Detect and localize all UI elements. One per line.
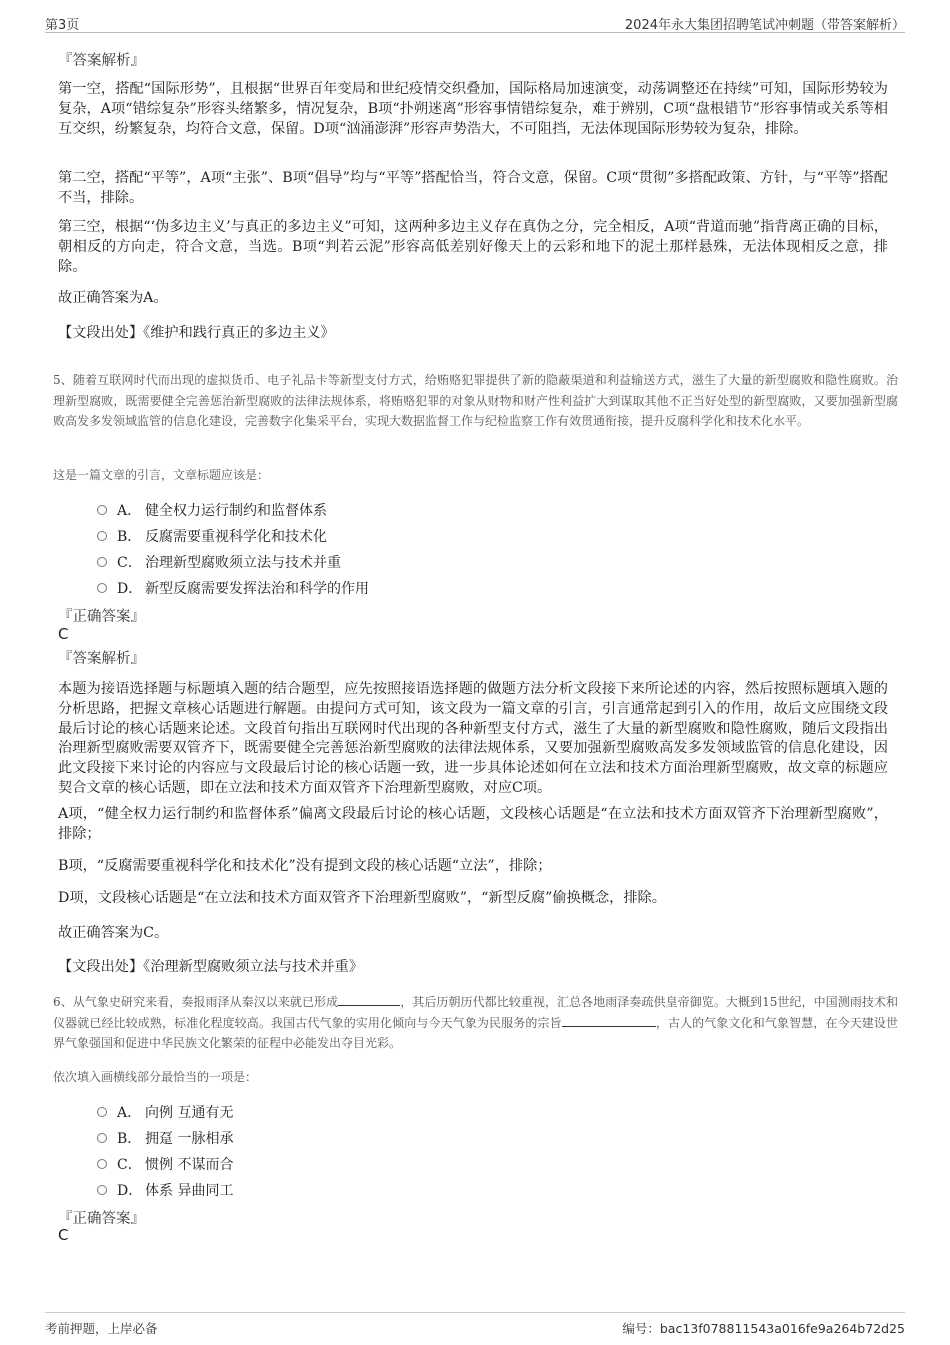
option-text: 新型反腐需要发挥法治和科学的作用 bbox=[145, 581, 369, 597]
option-letter: A． bbox=[117, 1105, 142, 1121]
option-letter: C． bbox=[117, 555, 142, 571]
option-d[interactable] bbox=[97, 1180, 233, 1200]
conclusion: 故正确答案为A。 bbox=[58, 290, 168, 306]
option-letter: A． bbox=[117, 503, 142, 519]
radio-icon[interactable] bbox=[97, 505, 107, 515]
option-c[interactable] bbox=[97, 1154, 233, 1174]
question-prompt: 这是一篇文章的引言，文章标题应该是： bbox=[53, 468, 270, 482]
option-text: 健全权力运行制约和监督体系 bbox=[145, 503, 327, 519]
option-letter: B． bbox=[117, 1131, 142, 1147]
analysis-paragraph: 本题为接语选择题与标题填入题的结合题型，应先按照接语选择题的做题方法分析文段接下来所论述的内容，然后按照标题填入题的分析思路，把握文章核心话题进行解题。由提问方式可知，该文段为一篇文章的引言，引言通常起到引入的作用，故后文应围绕文段最后讨论的核心话题来论述。文段首句指出互联网时代出现的各种新型支付方式，滋生了大量的新型腐败和隐性腐败，随后文段指出治理新型腐败需要双管齐下，既需要健全完善惩治新型腐败的法律法规体系，又要加强新型腐败高发多发领域监管的信息化建设，因此文段接下来讨论的内容应与文段最后讨论的核心话题一致，进一步具体论述如何在立法和技术方面治理新型腐败，故文章的标题应契合文章的核心话题，即在立法和技术方面双管齐下治理新型腐败，对应C项。 bbox=[58, 681, 888, 796]
option-c[interactable] bbox=[97, 552, 341, 572]
radio-icon[interactable] bbox=[97, 1107, 107, 1117]
radio-icon[interactable] bbox=[97, 1159, 107, 1169]
analysis-paragraph: 第一空，搭配“国际形势”，且根据“世界百年变局和世纪疫情交织叠加，国际格局加速演变，动荡调整还在持续”可知，国际形势较为复杂，A项“错综复杂”形容头绪繁多，情况复杂，B项“扑朔迷离”形容事情错综复杂，难于辨别，C项“盘根错节”形容事情或关系等相互交织，纷繁复杂，均符合文意，保留。D项“汹涌澎湃”形容声势浩大，不可阻挡，无法体现国际形势较为复杂，排除。 bbox=[58, 81, 888, 137]
option-b[interactable] bbox=[97, 1128, 233, 1148]
correct-answer: C bbox=[58, 625, 69, 643]
code-label: 编号： bbox=[622, 1321, 660, 1336]
analysis-paragraph: A项，“健全权力运行制约和监督体系”偏离文段最后讨论的核心话题，文段核心话题是“在立法和技术方面双管齐下治理新型腐败”，排除； bbox=[58, 806, 888, 842]
option-text: 体系 异曲同工 bbox=[145, 1183, 234, 1199]
question-text-part: ，古人的气象文化和气象智慧，在今天建设世界气象强国和促进中华民族文化繁荣的征程中必能发出夺目光彩。 bbox=[53, 1015, 898, 1050]
source-citation: 【文段出处】《治理新型腐败须立法与技术并重》 bbox=[58, 959, 364, 975]
document-title: 2024年永大集团招聘笔试冲刺题（带答案解析） bbox=[624, 18, 905, 33]
page-header bbox=[45, 10, 905, 33]
option-a[interactable] bbox=[97, 500, 327, 520]
radio-icon[interactable] bbox=[97, 557, 107, 567]
fill-blank bbox=[338, 993, 400, 1006]
question-text: 5、随着互联网时代而出现的虚拟货币、电子礼品卡等新型支付方式，给贿赂犯罪提供了新的隐蔽渠道和利益输送方式，滋生了大量的新型腐败和隐性腐败。治理新型腐败，既需要健全完善惩治新型腐败的法律法规体系，将贿赂犯罪的对象从财物和财产性利益扩大到谋取其他不正当好处型的新型腐败，又要加强新型腐败高发多发领域监管的信息化建设，完善数字化集采平台，实现大数据监督工作与纪检监察工作有效贯通衔接，提升反腐科学化和技术化水平。 bbox=[53, 373, 898, 428]
document-code bbox=[622, 1319, 905, 1337]
option-letter: D． bbox=[117, 581, 143, 597]
option-letter: C． bbox=[117, 1157, 142, 1173]
option-text: 向例 互通有无 bbox=[145, 1105, 234, 1121]
option-letter: B． bbox=[117, 529, 142, 545]
footer-slogan: 考前押题，上岸必备 bbox=[45, 1321, 158, 1336]
question-prompt: 依次填入画横线部分最恰当的一项是： bbox=[53, 1070, 258, 1084]
analysis-tag: 『答案解析』 bbox=[58, 651, 145, 667]
correct-answer-tag: 『正确答案』 bbox=[58, 1211, 145, 1227]
radio-icon[interactable] bbox=[97, 1185, 107, 1195]
analysis-paragraph: D项，文段核心话题是“在立法和技术方面双管齐下治理新型腐败”，“新型反腐”偷换概念，排除。 bbox=[58, 890, 666, 906]
correct-answer-tag: 『正确答案』 bbox=[58, 609, 145, 625]
radio-icon[interactable] bbox=[97, 1133, 107, 1143]
option-text: 拥趸 一脉相承 bbox=[145, 1131, 234, 1147]
option-b[interactable] bbox=[97, 526, 327, 546]
analysis-tag: 『答案解析』 bbox=[58, 53, 145, 69]
radio-icon[interactable] bbox=[97, 531, 107, 541]
option-text: 治理新型腐败须立法与技术并重 bbox=[145, 555, 341, 571]
analysis-paragraph: B项，“反腐需要重视科学化和技术化”没有提到文段的核心话题“立法”，排除； bbox=[58, 858, 552, 874]
option-a[interactable] bbox=[97, 1102, 233, 1122]
option-text: 反腐需要重视科学化和技术化 bbox=[145, 529, 327, 545]
radio-icon[interactable] bbox=[97, 583, 107, 593]
analysis-paragraph: 第三空，根据“‘伪多边主义’与真正的多边主义”可知，这两种多边主义存在真伪之分，完全相反，A项“背道而驰”指背离正确的目标，朝相反的方向走，符合文意，当选。B项“判若云泥”形容高低差别好像天上的云彩和地下的泥土那样悬殊，无法体现相反之意，排除。 bbox=[58, 219, 888, 275]
page-footer bbox=[45, 1312, 905, 1339]
analysis-paragraph: 第二空，搭配“平等”，A项“主张”、B项“倡导”均与“平等”搭配恰当，符合文意，保留。C项“贯彻”多搭配政策、方针，与“平等”搭配不当，排除。 bbox=[58, 170, 888, 206]
source-citation: 【文段出处】《维护和践行真正的多边主义》 bbox=[58, 325, 335, 341]
option-d[interactable] bbox=[97, 578, 369, 598]
question-text bbox=[53, 992, 898, 1054]
code-value: bac13f078811543a016fe9a264b72d25 bbox=[659, 1321, 905, 1336]
fill-blank bbox=[562, 1014, 656, 1027]
page-number: 第3页 bbox=[45, 18, 80, 33]
option-letter: D． bbox=[117, 1183, 143, 1199]
conclusion: 故正确答案为C。 bbox=[58, 925, 169, 941]
question-text-part: ，其后历朝历代都比较重视，汇总各地雨泽奏疏供皇帝御览。大概到15世纪，中国测雨技术和仪器就已经比较成熟，标准化程度较高。我国古代气象的实用化倾向与今天气象为民服务的宗旨 bbox=[53, 995, 899, 1030]
question-text-part: 6、从气象史研究来看，奏报雨泽从秦汉以来就已形成 bbox=[53, 995, 339, 1009]
correct-answer: C bbox=[58, 1226, 69, 1244]
option-text: 惯例 不谋而合 bbox=[145, 1157, 234, 1173]
